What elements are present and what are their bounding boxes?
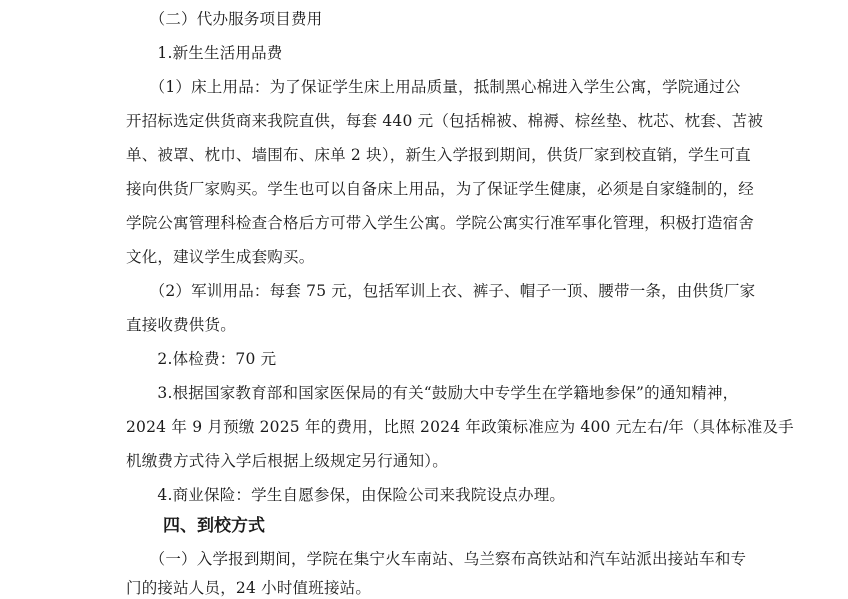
section-subtitle-service-fees: （二）代办服务项目费用 [126,10,323,28]
paragraph-line: 门的接站人员，24 小时值班接站。 [126,579,372,597]
paragraph-line: 开招标选定供货商来我院直供，每套 440 元（包括棉被、棉褥、棕丝垫、枕芯、枕套、苫被 [126,112,764,130]
item-living-supplies-title: 1.新生生活用品费 [126,44,283,62]
paragraph-line: 学院公寓管理科检查合格后方可带入学生公寓。学院公寓实行准军事化管理，积极打造宿舍 [126,214,755,232]
paragraph-line: 2024 年 9 月预缴 2025 年的费用，比照 2024 年政策标准应为 400 元左右/年（具体标准及手 [126,418,794,436]
section-heading-arrival: 四、到校方式 [163,516,265,536]
paragraph-line: 3.根据国家教育部和国家医保局的有关“鼓励大中专学生在学籍地参保”的通知精神， [126,384,739,402]
paragraph-line: （2）军训用品：每套 75 元，包括军训上衣、裤子、帽子一顶、腰带一条，由供货厂家 [126,282,756,300]
paragraph-line: 直接收费供货。 [126,316,236,334]
paragraph-line: 单、被罩、枕巾、墙围布、床单 2 块），新生入学报到期间，供货厂家到校直销，学生可直 [126,146,751,164]
item-physical-exam-fee: 2.体检费：70 元 [126,350,277,368]
paragraph-line: （1）床上用品：为了保证学生床上用品质量，抵制黑心棉进入学生公寓，学院通过公 [126,78,741,96]
paragraph-line: （一）入学报到期间，学院在集宁火车南站、乌兰察布高铁站和汽车站派出接站车和专 [126,550,747,568]
paragraph-line: 机缴费方式待入学后根据上级规定另行通知）。 [126,452,448,470]
item-commercial-insurance: 4.商业保险：学生自愿参保，由保险公司来我院设点办理。 [126,486,566,504]
paragraph-line: 文化，建议学生成套购买。 [126,248,315,266]
paragraph-line: 接向供货厂家购买。学生也可以自备床上用品，为了保证学生健康，必须是自家缝制的，经 [126,180,755,198]
